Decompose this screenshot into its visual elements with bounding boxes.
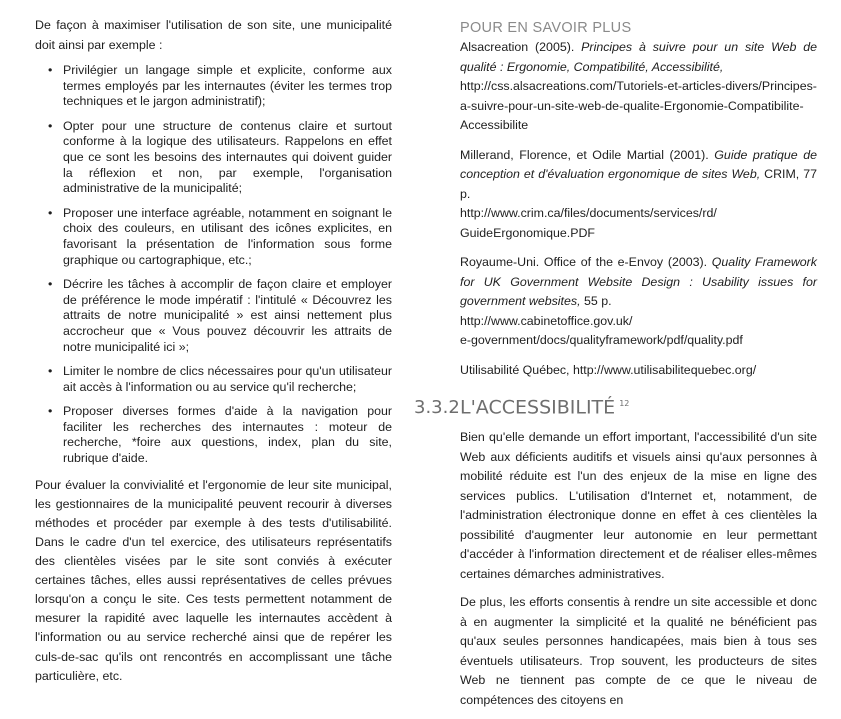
list-item: • Proposer diverses formes d'aide à la navigation pour faciliter les recherches des internautes : moteur de recherche, *foire aux questions, index, plan du site, rubrique d'aide. [63,404,392,466]
list-item: • Limiter le nombre de clics nécessaires pour qu'un utilisateur ait accès à l'information ou au service qu'il recherche; [63,364,392,395]
section-heading [414,390,817,418]
list-item: • Décrire les tâches à accomplir de façon claire et employer de préférence le mode impératif : l'intitulé « Découvrez les attraits de notre municipalité » est ainsi nettement plus accrocheur que « Vous pouvez découvrir les attraits de notre municipalité ici »; [63,277,392,355]
reference-author: Alsacreation (2005). [460,40,582,54]
left-column [35,16,392,686]
reference-link-continued[interactable]: GuideErgonomique.PDF [460,225,595,240]
right-column [414,18,817,719]
list-item: • Proposer une interface agréable, notamment en soignant le choix des couleurs, en utilisant des icônes explicites, en favorisant la présentation de l'information sous forme graphique ou cartographique, etc.; [63,206,392,268]
reference-item [460,361,817,381]
list-item: • Opter pour une structure de contenus claire et surtout conforme à la logique des utilisateurs. Rappelons en effet que ce sont les besoins des internautes qui doivent guider la réflexion et non, par exemple, l'organisation administrative de la municipalité; [63,119,392,197]
reference-link[interactable]: http://css.alsacreations.com/Tutoriels-et-articles-divers/Principes-a-suivre-pour-un-site-web-de-qualite-Ergonomie-Compatibilite-Accessibilite [460,79,817,132]
reference-item [460,253,817,351]
accessibility-paragraph: De plus, les efforts consentis à rendre un site accessible et donc à en augmenter la simplicité et la qualité ne bénéficient pas qu'aux seules personnes handicapées, mais bien à tous ses éventuels utilisateurs. Trop souvent, les producteurs de sites Web ne tiennent pas compte de ce que le niveau de compétences des citoyens en [460,595,817,707]
usability-paragraph: Pour évaluer la convivialité et l'ergonomie de leur site municipal, les gestionnaires de la municipalité peuvent recourir à diverses méthodes et procéder par exemple à des tests d'utilisabilité. Dans le cadre d'un tel exercice, des utilisateurs représentatifs des clientèles visées par le site sont conviés à exécuter certaines tâches, elles aussi représentatives de celles prévues lorsqu'on a conçu le site. Ces tests permettent notamment de mesurer la rapidité avec laquelle les internautes accèdent à l'information ou au service recherché ainsi que de repérer les culs-de-sac qu'ils ont rencontrés en accomplissant une tâche particulière, etc. [35,477,392,683]
reference-author: Royaume-Uni. Office of the e-Envoy (2003). [460,255,712,269]
recommendation-list [35,63,392,467]
reference-item [460,146,817,244]
section-number: 3.3.2 [414,397,460,419]
reference-link[interactable]: http://www.crim.ca/files/documents/services/rd/ [460,206,717,220]
intro-paragraph: De façon à maximiser l'utilisation de son site, une municipalité doit ainsi par exemple : [35,18,392,52]
reference-title: Quality Framework for UK Government Website Design : Usability issues for government websites, [460,255,817,308]
reference-details: 55 p. [580,294,612,308]
footnote-marker: 12 [619,399,630,408]
section-title: L'ACCESSIBILITÉ [460,396,616,419]
reference-details: CRIM, 77 p. [460,167,817,201]
reference-author: Millerand, Florence, et Odile Martial (2001). [460,147,715,162]
reference-item [460,38,817,136]
reference-text[interactable]: Utilisabilité Québec, http://www.utilisabilitequebec.org/ [460,362,757,377]
reference-link[interactable]: http://www.cabinetoffice.gov.uk/ [460,313,633,328]
reference-link-continued[interactable]: e-government/docs/qualityframework/pdf/quality.pdf [460,333,743,347]
further-reading-heading: POUR EN SAVOIR PLUS [460,20,632,36]
reference-title: Principes à suivre pour un site Web de qualité : Ergonomie, Compatibilité, Accessibilité, [460,40,817,74]
list-item: • Privilégier un langage simple et explicite, conforme aux termes employés par les internautes (éviter les termes trop techniques et le jargon administratif); [63,63,392,110]
reference-title: Guide pratique de conception et d'évaluation ergonomique de sites Web, [460,147,817,181]
accessibility-paragraph: Bien qu'elle demande un effort important, l'accessibilité d'un site Web aux déficients auditifs et visuels ainsi qu'aux personnes à mobilité réduite est l'un des enjeux de la mise en ligne des services publics. L'utilisation d'Internet et, notamment, de l'administration électronique donne en effet à ces clientèles la possibilité d'augmenter leur autonomie en leur permettant d'accéder à l'information directement et de réaliser elles-mêmes certaines démarches administratives. [460,430,817,581]
